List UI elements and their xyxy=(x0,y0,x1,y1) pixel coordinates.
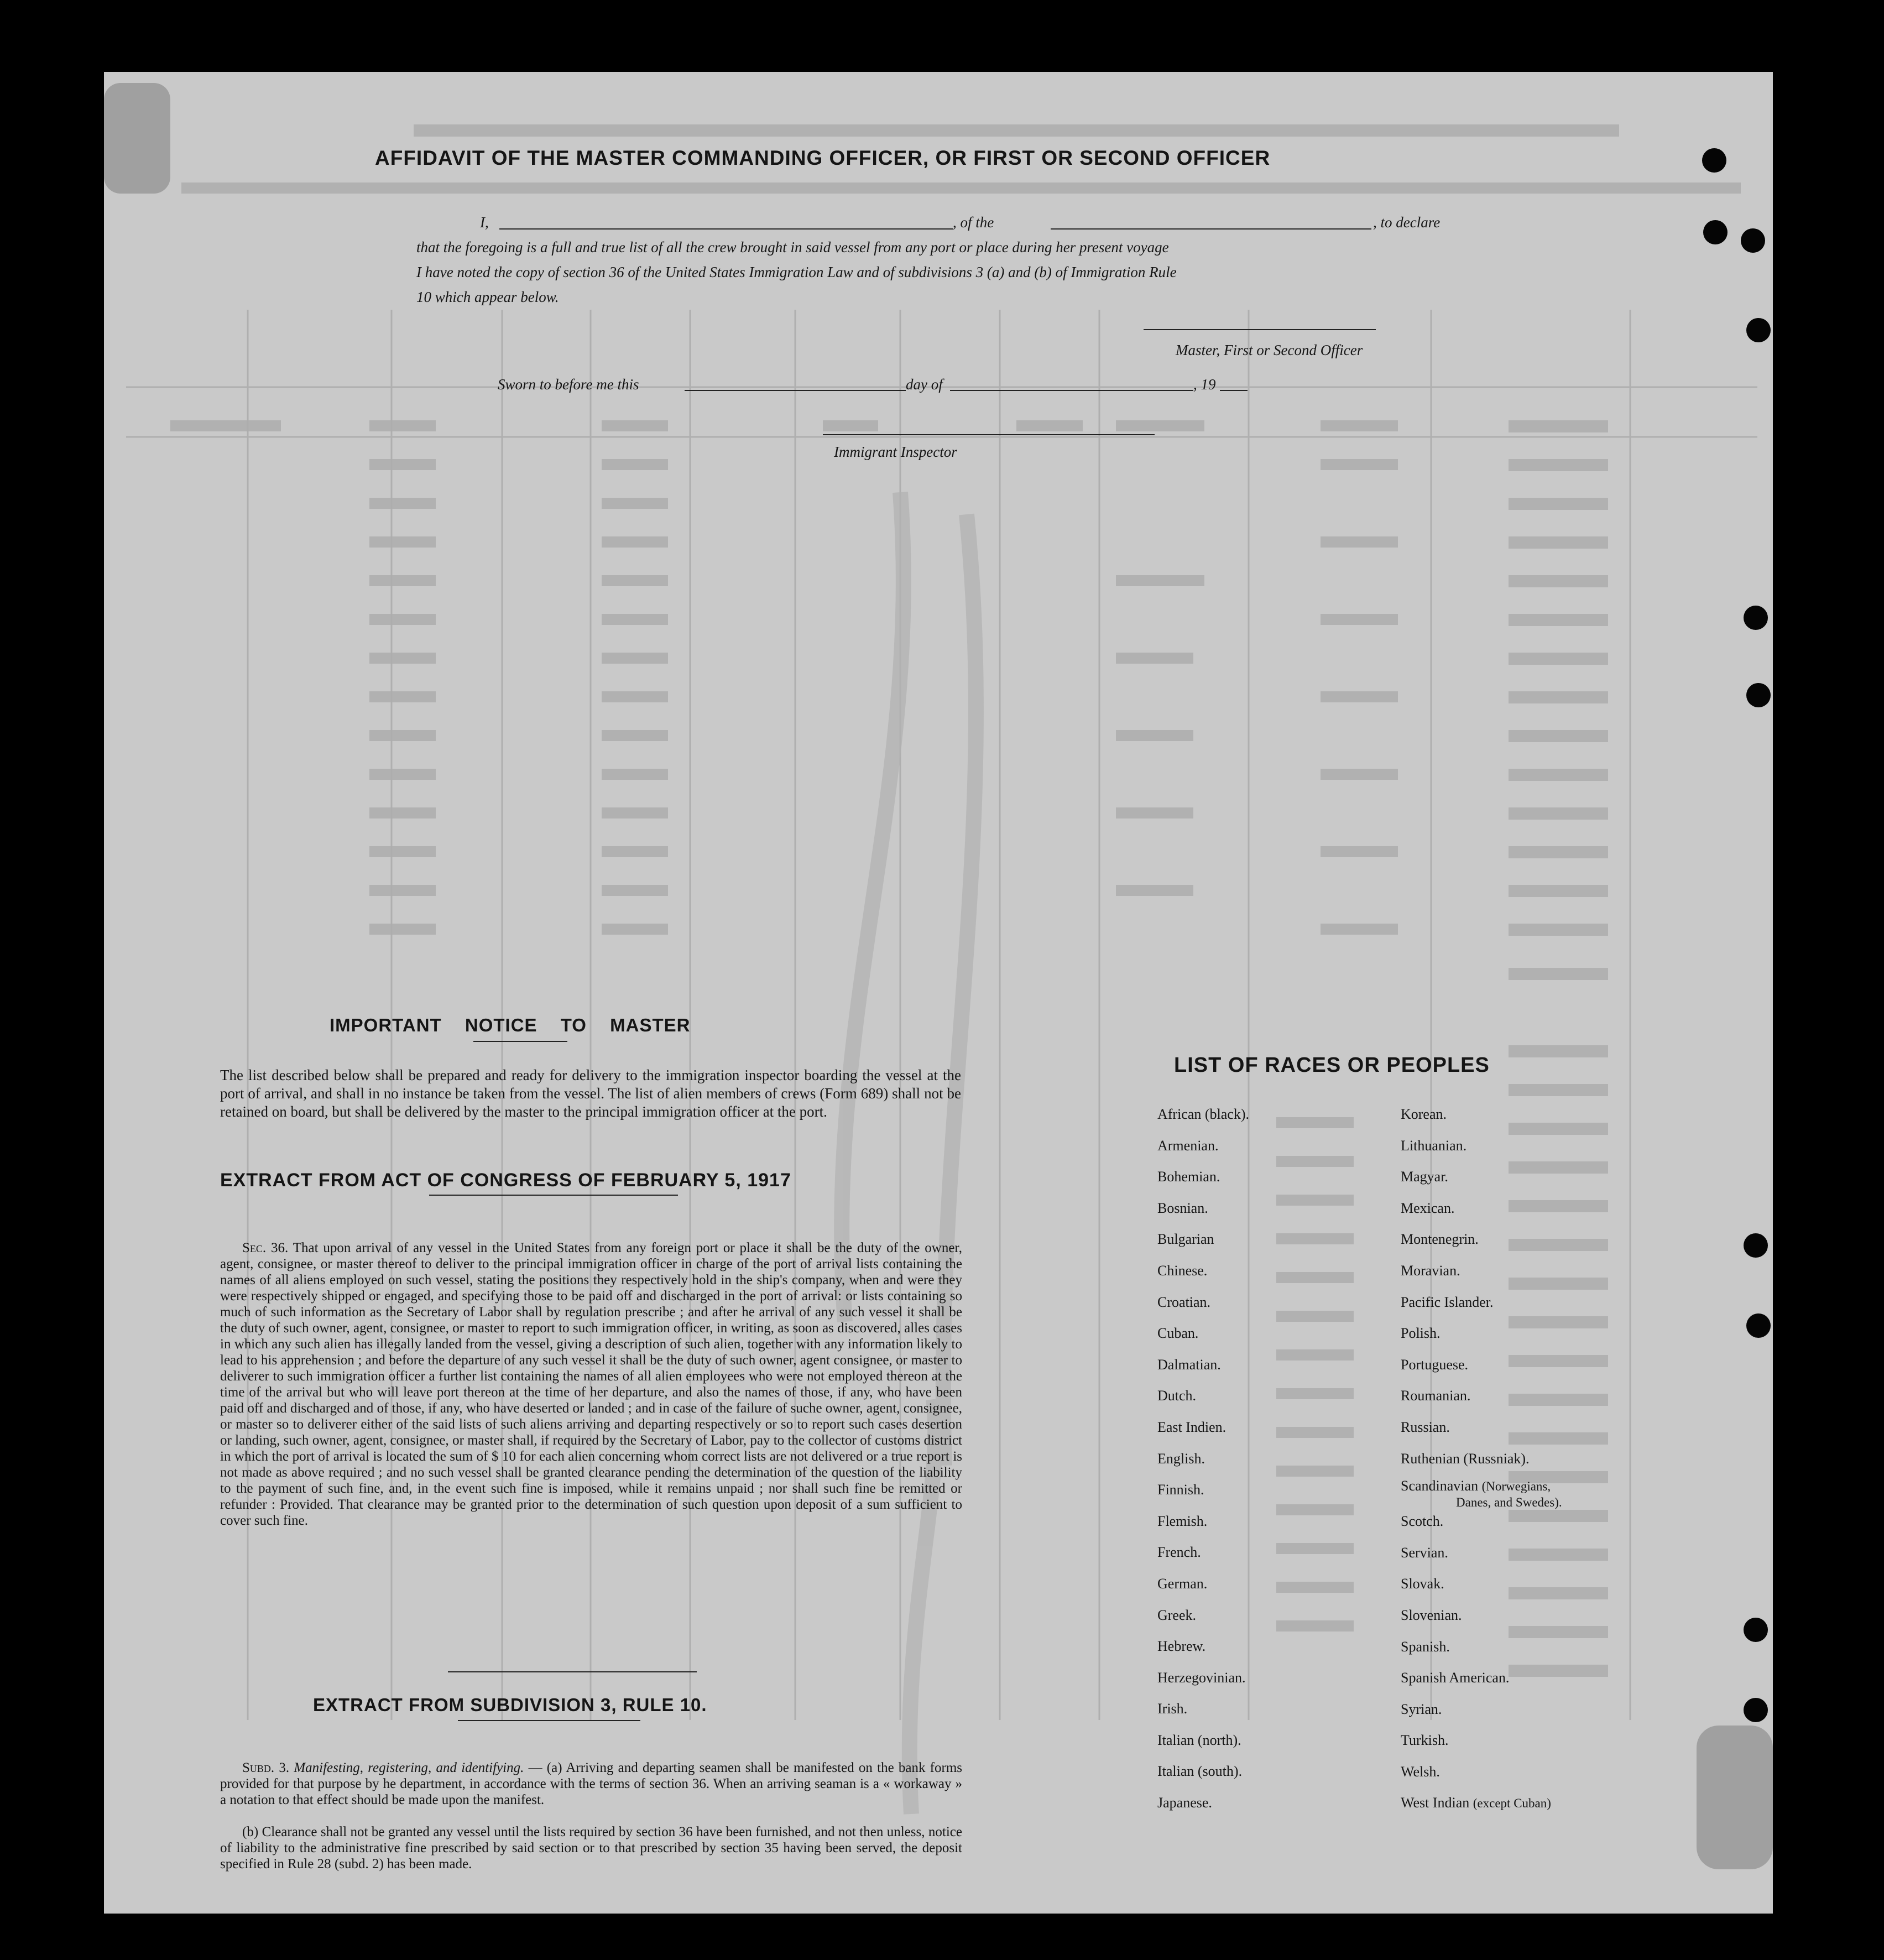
race-item: French. xyxy=(1157,1544,1201,1561)
rule-extract-title: EXTRACT FROM SUBDIVISION 3, RULE 10. xyxy=(313,1695,707,1715)
act-section-label: Sec. 36. xyxy=(242,1240,289,1255)
races-left-column xyxy=(1157,1106,1249,1826)
rule-extract-body-a xyxy=(220,1760,962,1808)
name-blank-line[interactable] xyxy=(499,228,953,230)
affidavit-i-label: I, xyxy=(480,214,489,231)
race-item: Chinese. xyxy=(1157,1262,1208,1279)
officer-signature-label: Master, First or Second Officer xyxy=(1176,342,1363,358)
race-scandinavian-note-2: Danes, and Swedes). xyxy=(1456,1495,1562,1510)
race-item: German. xyxy=(1157,1575,1208,1592)
race-item: Dutch. xyxy=(1157,1388,1197,1404)
race-item: Bohemian. xyxy=(1157,1169,1220,1185)
punch-hole xyxy=(1746,318,1771,342)
race-item: Mexican. xyxy=(1401,1200,1455,1216)
notice-title-notice: NOTICE xyxy=(465,1015,537,1035)
officer-signature-line[interactable] xyxy=(1144,329,1376,330)
race-item: Portuguese. xyxy=(1401,1356,1469,1373)
race-item: Roumanian. xyxy=(1401,1388,1471,1404)
affidavit-of-the-label: , of the xyxy=(953,214,994,231)
notice-title-important: IMPORTANT xyxy=(330,1015,442,1035)
race-item: Magyar. xyxy=(1401,1169,1448,1185)
rule-subd-label: Subd. 3. xyxy=(242,1760,290,1775)
act-extract-title: EXTRACT FROM ACT OF CONGRESS OF FEBRUARY 5, 1917 xyxy=(220,1170,791,1191)
race-item: Spanish American. xyxy=(1401,1670,1510,1686)
race-item: Herzegovinian. xyxy=(1157,1669,1246,1686)
race-item-scandinavian xyxy=(1401,1478,1562,1541)
race-west-indian-note: (except Cuban) xyxy=(1473,1796,1551,1811)
document-page xyxy=(104,72,1773,1914)
race-item: Irish. xyxy=(1157,1701,1188,1717)
race-item: Armenian. xyxy=(1157,1137,1219,1154)
punch-hole xyxy=(1744,1618,1768,1642)
race-item: Servian. xyxy=(1401,1544,1448,1561)
race-item: Syrian. xyxy=(1401,1701,1442,1717)
sworn-day-of-label: day of xyxy=(906,376,943,393)
race-item: Spanish. xyxy=(1401,1638,1450,1655)
act-extract-body xyxy=(220,1240,962,1529)
rule-extract-underline xyxy=(458,1720,640,1721)
punch-hole xyxy=(1746,1313,1771,1338)
sworn-date-blank[interactable] xyxy=(685,390,906,391)
notice-text: The list described below shall be prepared and ready for delivery to the immigration inspector boarding the vessel at the port of arrival, and shall in no instance be taken from the vessel. The list of alien members of crews (Form 689) shall not be retained on board, but shall be delivered by the master to the principal immigration officer at the port. xyxy=(220,1067,961,1120)
affidavit-title: AFFIDAVIT OF THE MASTER COMMANDING OFFICER, OR FIRST OR SECOND OFFICER xyxy=(375,147,1271,169)
punch-hole xyxy=(1744,1233,1768,1258)
race-item: Lithuanian. xyxy=(1401,1137,1467,1154)
punch-hole xyxy=(1744,606,1768,630)
punch-hole xyxy=(1741,228,1765,253)
punch-hole xyxy=(1703,220,1728,244)
race-item-west-indian xyxy=(1401,1795,1562,1826)
race-item: Pacific Islander. xyxy=(1401,1294,1494,1310)
race-item: Korean. xyxy=(1401,1106,1447,1122)
race-scandinavian-note-1: (Norwegians, xyxy=(1481,1479,1551,1494)
act-end-rule xyxy=(448,1671,697,1672)
rule-text-a: — (a) Arriving and departing seamen shall be manifested on the bank forms provided for that purpose by he department, in accordance with the terms of section 36. When an arriving seaman is a « workaway » a notation to that effect should be made upon the manifest. xyxy=(220,1760,963,1807)
punch-hole xyxy=(1746,683,1771,707)
rule-heading: Manifesting, registering, and identifying. xyxy=(294,1760,524,1775)
race-item: African (black). xyxy=(1157,1106,1250,1122)
sworn-year-blank[interactable] xyxy=(1220,390,1248,391)
race-item: Flemish. xyxy=(1157,1513,1208,1529)
notice-title-to: TO xyxy=(560,1015,587,1035)
race-item: Bosnian. xyxy=(1157,1200,1208,1216)
rule-extract-body-b: (b) Clearance shall not be granted any vessel until the lists required by section 36 have been furnished, and not then unless, notice of liability to the administrative fine prescribed by said section or to that prescribed by section 35 having been served, the deposit specified in Rule 28 (subd. 2) has been made. xyxy=(220,1825,962,1872)
race-item: East Indien. xyxy=(1157,1419,1227,1435)
race-item: Italian (south). xyxy=(1157,1763,1243,1780)
race-item: Polish. xyxy=(1401,1325,1441,1342)
affidavit-line-4: 10 which appear below. xyxy=(416,289,559,305)
race-item: Japanese. xyxy=(1157,1795,1212,1811)
sworn-month-blank[interactable] xyxy=(950,390,1193,391)
inspector-signature-line[interactable] xyxy=(823,434,1155,435)
act-extract-underline xyxy=(429,1195,678,1196)
race-item: Turkish. xyxy=(1401,1732,1449,1749)
sworn-label: Sworn to before me this xyxy=(498,376,639,393)
race-item: Finnish. xyxy=(1157,1482,1204,1498)
punch-hole xyxy=(1702,148,1726,173)
race-item: Hebrew. xyxy=(1157,1638,1206,1655)
race-item: English. xyxy=(1157,1450,1205,1467)
race-item: Cuban. xyxy=(1157,1325,1199,1342)
race-item: Moravian. xyxy=(1401,1262,1460,1279)
race-west-indian: West Indian xyxy=(1401,1795,1470,1811)
races-right-column xyxy=(1401,1106,1562,1826)
vessel-blank-line[interactable] xyxy=(1051,228,1371,230)
race-item: Welsh. xyxy=(1401,1763,1440,1780)
notice-title-master: MASTER xyxy=(610,1015,691,1035)
race-item: Slovenian. xyxy=(1401,1607,1462,1623)
sworn-year-label: , 19 xyxy=(1193,376,1216,393)
affidavit-declare-label: , to declare xyxy=(1373,214,1441,231)
race-item: Slovak. xyxy=(1401,1576,1444,1592)
notice-title xyxy=(330,1015,690,1036)
race-item: Dalmatian. xyxy=(1157,1356,1221,1373)
race-item: Italian (north). xyxy=(1157,1732,1241,1748)
act-section-text: That upon arrival of any vessel in the United States from any foreign port or place it shall be the duty of the owner, agent, consignee, or master thereof to deliver to the principal immigration officer in charge of the port of arrival lists containing the names of all aliens employed on such vessel, stating the positions they respectively hold in the ship's company, when and were they were respectively shipped or engaged, and specifying those to be paid off and discharged in the port of arrival: or lists containing so much of such information as the Secretary of Labor shall by regulation prescribe ; and after he arrival of any such vessel it shall be the duty of such owner, agent, consignee, or master to report to such immigration officer, in writing, as soon as discovered, alles cases in which any such alien has illegally landed from the vessel, giving a description of such alien, together with any information likely to lead to his apprehension ; and before the departure of any such vessel it shall be the duty of such owner, agent consignee, or master to deliverer to such immigration officer a further list containing the names of all alien employees who were not employed thereon at the time of the arrival but who will leave port thereon at the time of her departure, and also the names of those, if any, who have been paid off and discharged and of those, if any, who have deserted or landed ; and in case of the failure of suche owner, agent, consignee, or master so to deliverer either of the said lists of such aliens arriving and departing respectively or so to report such cases desertion or landing, such owner, agent, consignee, or master shall, if required by the Secretary of Labor, pay to the collector of customs district in which the port of arrival is located the sum of $ 10 for each alien concerning whom correct lists are not delivered or a true report is not made as above required ; and no such vessel shall be granted clearance pending the determination of the question of the liability to the payment of such fine, and, in the event such fine is imposed, while it remains unpaid ; nor shall such fine be remitted or refunder : Provided. That clearance may be granted prior to the determination of such question upon deposit of a sum sufficient to cover such fine. xyxy=(220,1240,962,1528)
race-item: Ruthenian (Russniak). xyxy=(1401,1450,1530,1467)
race-item: Russian. xyxy=(1401,1419,1450,1435)
affidavit-line-3: I have noted the copy of section 36 of the United States Immigration Law and of subdivisions 3 (a) and (b) of Immigration Rule xyxy=(416,264,1177,280)
punch-hole xyxy=(1744,1698,1768,1722)
notice-title-underline xyxy=(473,1041,567,1042)
race-item: Greek. xyxy=(1157,1607,1197,1623)
races-title: LIST OF RACES OR PEOPLES xyxy=(1174,1054,1490,1077)
race-item: Bulgarian xyxy=(1157,1231,1214,1248)
race-item: Montenegrin. xyxy=(1401,1231,1479,1248)
inspector-label: Immigrant Inspector xyxy=(834,444,957,460)
race-scandinavian: Scandinavian xyxy=(1401,1478,1479,1494)
race-item: Scotch. xyxy=(1401,1513,1444,1530)
affidavit-line-2: that the foregoing is a full and true list of all the crew brought in said vessel from any port or place during her present voyage xyxy=(416,239,1169,256)
race-item: Croatian. xyxy=(1157,1294,1211,1310)
